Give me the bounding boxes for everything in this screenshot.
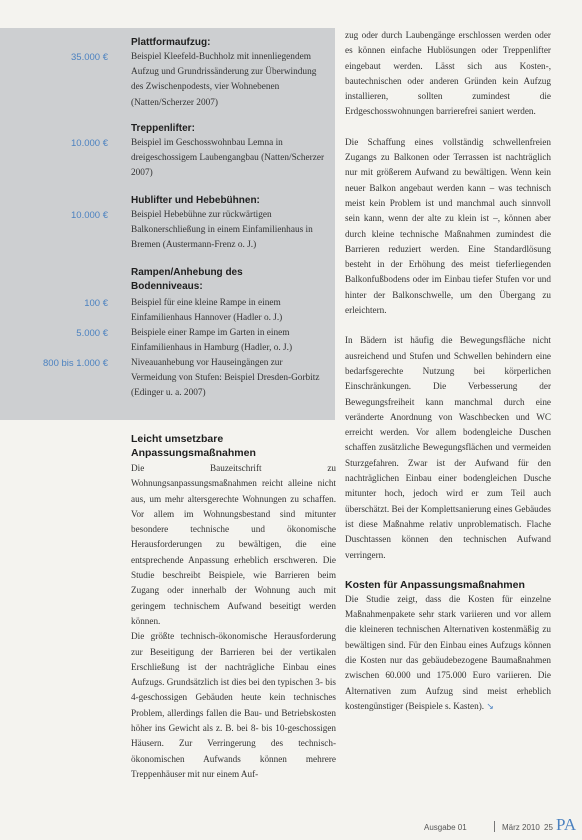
entry-price: 800 bis 1.000 €: [43, 358, 108, 369]
entry-text: Beispiel Kleefeld-Buchholz mit innenliegendem Aufzug und Grundrissänderung zur Überwindung des Zwischenpodests, vier Wohnebenen (Natten/Scherzer 2007): [131, 52, 317, 108]
entry-text: Beispiele einer Rampe im Garten in einem Einfamilienhaus in Hamburg (Hadler, o. J.): [131, 328, 293, 354]
body-paragraph: Die Bauzeitschrift zu Wohnungsanpassungsmaßnahmen reicht alleine nicht aus, um mehr altersgerechte Wohnungen zu schaffen. Vor allem im Wohnungsbestand sind mitunter besondere technische und ökonomische Herausforderungen zu bewältigen, die eine entsprechende Anpassung erheblich erschweren. Die Studie beschreibt Beispiele, wie Barrieren beim Zugang oder innerhalb der Wohnung auch mit geringem technischem Aufwand beseitigt werden können.: [131, 463, 336, 626]
brand-logo: PA: [556, 815, 577, 834]
entry-text: Niveauanhebung vor Hauseingängen zur Vermeidung von Stufen: Beispiel Dresden-Gorbitz (Edinger u. a. 2007): [131, 358, 320, 399]
body-paragraph: In Bädern ist häufig die Bewegungsfläche nicht ausreichend und Stufen und Schwellen behindern eine bedarfsgerechte Nutzung bei körperlichen Einschränkungen. Die Verbesserung der Bewegungsfreiheit kann manchmal durch eine veränderte Anordnung von Waschbecken und WC erreicht werden. Vor allem bodengleiche Duschen schaffen zusätzliche Bewegungsflächen und vermeiden Sturzgefahren. Zwar ist der Aufwand für den nachträglichen Einbau einer bodengleichen Dusche mitunter hoch, jedoch wird er zum Teil auch überschätzt. Bei der Komplettsanierung eines Gebäudes ist diese Maßnahme relativ unproblematisch. Flache Duschtassen können den technischen Aufwand verringern.: [345, 335, 551, 560]
section-heading: Kosten für Anpassungsmaßnahmen: [345, 578, 525, 591]
entry-text: Beispiel im Geschosswohnbau Lemna in dreigeschossigem Laubengangbau (Natten/Scherzer 2007): [131, 138, 325, 179]
entry-title: Hublifter und Hebebühnen:: [131, 195, 260, 206]
entry-title: Treppenlifter:: [131, 123, 195, 134]
entry-price: 5.000 €: [76, 328, 108, 339]
issue-label: Ausgabe 01: [424, 823, 467, 832]
right-column: [345, 28, 551, 715]
issue-date: März 2010: [502, 823, 540, 832]
entry-title: Plattformaufzug:: [131, 37, 211, 48]
section-heading: Leicht umsetzbare Anpassungsmaßnahmen: [131, 433, 256, 459]
entry-text: Beispiel Hebebühne zur rückwärtigen Balkonerschließung in einem Einfamilienhaus in Bremen (Austermann-Frenz o. J.): [131, 210, 313, 251]
entry-price: 35.000 €: [71, 52, 108, 63]
left-column: [131, 432, 336, 782]
entry-title: Rampen/Anhebung des Bodenniveaus:: [131, 267, 243, 292]
cost-box: [0, 28, 335, 420]
final-paragraph-text: Die Studie zeigt, dass die Kosten für einzelne Maßnahmenpakete sehr stark variieren und vor allem die kleineren technischen Alternativen kostenmäßig zu bewältigen sind. Für den Einbau eines Aufzugs können die Kosten nur das gebäudebezogene Baumaßnahmen zwischen 60.000 und 175.000 Euro variieren. Die Alternativen zum Aufzug sind meist erheblich kostengünstiger (Beispiele s. Kasten).: [345, 593, 551, 711]
end-arrow-icon: ↘: [486, 701, 494, 712]
entry-text: Beispiel für eine kleine Rampe in einem Einfamilienhaus Hannover (Hadler o. J.): [131, 298, 283, 324]
body-paragraph: Die Schaffung eines vollständig schwellenfreien Zugangs zu Balkonen oder Terrassen ist nachträglich nur mit größerem Aufwand zu bewältigen. Wenn kein neuer Balkon angebaut werden kann – was technisch meist kein Problem ist und manchmal auch sinnvoll sein kann, wenn der alte zu klein ist –, können aber durch kleine technische Maßnahmen zumindest die Barrieren reduziert werden. Eine Standardlösung besteht in der Erhöhung des meist tieferliegenden Balkonfußbodens oder im Einbau tiefer Stufen vor und hinter der Balkonschwelle, um den Übergang zu erleichtern.: [345, 136, 551, 316]
entry-price: 100 €: [84, 298, 108, 309]
page-number: 25: [544, 823, 553, 832]
body-paragraph: [345, 592, 551, 715]
body-paragraph: zug oder durch Laubengänge erschlossen werden oder es können einfache Hublösungen oder Treppenlifter eingebaut werden. Lässt sich aus Kosten-, bautechnischen oder anderen Gründen kein Aufzug installieren, sollten zumindest die Erdgeschosswohnungen barrierefrei saniert werden.: [345, 30, 551, 117]
entry-price: 10.000 €: [71, 210, 108, 221]
footer-divider: [494, 821, 495, 832]
page-footer: [424, 817, 582, 837]
body-paragraph: Die größte technisch-ökonomische Herausforderung zur Beseitigung der Barrieren bei der vertikalen Erschließung ist der nachträgliche Einbau eines Aufzugs. Grundsätzlich ist dies bei den typischen 3- bis 4-geschossigen Gebäuden heute kein technisches Problem, allerdings fallen die Bau- und Betriebskosten höher ins Gewicht als z. B. bei 8- bis 10-geschossigen Häusern. Zur Verringerung des technisch-ökonomischen Aufwands können mehrere Treppenhäuser mit nur einem Auf-: [131, 631, 336, 779]
entry-price: 10.000 €: [71, 138, 108, 149]
